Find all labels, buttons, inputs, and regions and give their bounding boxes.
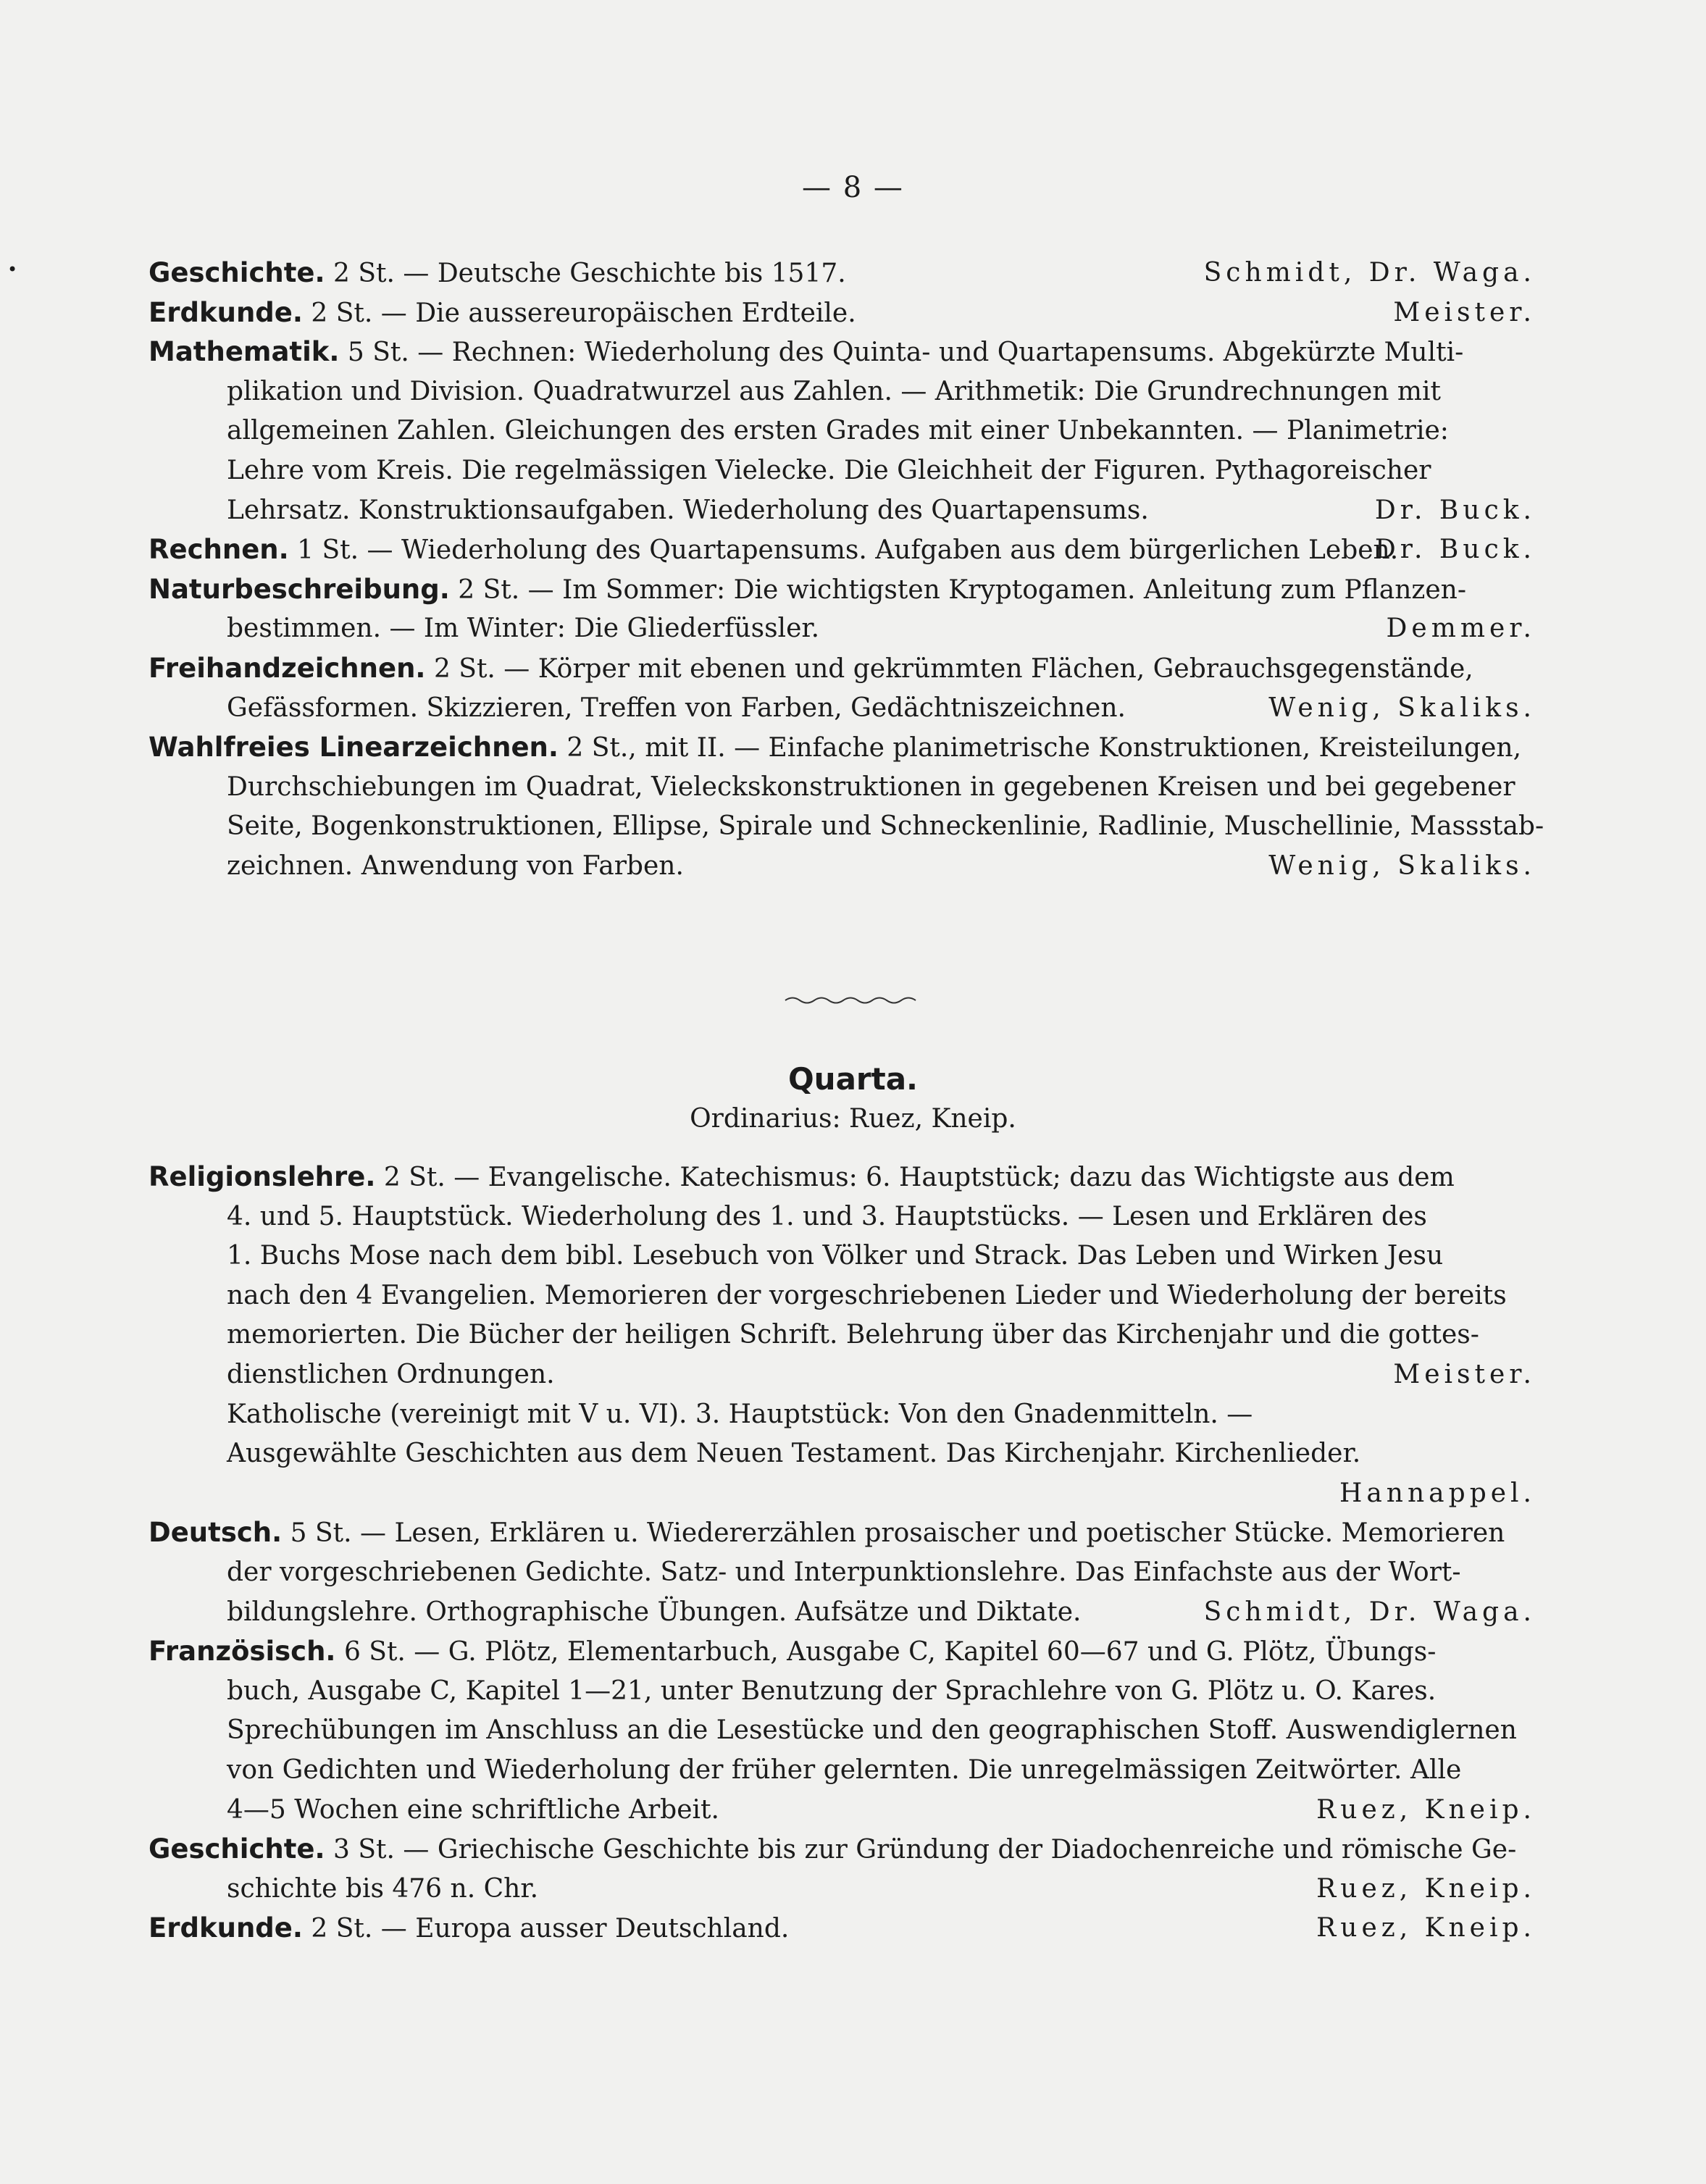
entry-line	[149, 1355, 1550, 1395]
entry-line	[149, 1197, 1550, 1237]
line-text: 5 St. — Lesen, Erklären u. Wiedererzählen prosaischer und poetischer Stücke. Memorieren	[290, 1518, 1505, 1549]
line-text: dienstlichen Ordnungen.	[227, 1359, 555, 1389]
ornament-divider	[784, 995, 921, 1005]
line-text: Katholische (vereinigt mit V u. VI). 3. Hauptstück: Von den Gnadenmitteln. —	[227, 1399, 1253, 1429]
subject-heading: Wahlfreies Linearzeichnen.	[149, 732, 559, 763]
line-text: 4—5 Wochen eine schriftliche Arbeit.	[227, 1794, 719, 1825]
entry-line	[149, 609, 1550, 649]
entry-line	[149, 332, 1550, 372]
teacher-name: Hannappel.	[1339, 1478, 1536, 1508]
line-text: 2 St. — Im Sommer: Die wichtigsten Kryptogamen. Anleitung zum Pflanzen-	[458, 574, 1467, 605]
subject-heading: Französisch.	[149, 1636, 336, 1668]
subject-heading: Freihandzeichnen.	[149, 652, 426, 684]
line-text: 2 St. — Europa ausser Deutschland.	[311, 1914, 790, 1944]
subject-entry	[149, 1830, 1550, 1909]
subject-heading: Erdkunde.	[149, 296, 303, 328]
subject-heading: Religionslehre.	[149, 1161, 376, 1192]
teacher-name: Ruez, Kneip.	[1316, 1794, 1536, 1825]
line-text: plikation und Division. Quadratwurzel aus Zahlen. — Arithmetik: Die Grundrechnungen mit	[227, 376, 1442, 406]
entry-line	[149, 1395, 1550, 1435]
entry-line	[149, 1513, 1550, 1553]
subject-entry	[149, 254, 1550, 293]
line-text: von Gedichten und Wiederholung der früher gelernten. Die unregelmässigen Zeitwörter. Alle	[227, 1754, 1462, 1785]
teacher-name: Schmidt, Dr. Waga.	[1203, 1597, 1536, 1627]
line-text: Lehrsatz. Konstruktionsaufgaben. Wiederholung des Quartapensums.	[227, 495, 1149, 525]
margin-dot: •	[7, 259, 18, 280]
entry-line	[149, 1237, 1550, 1276]
entry-line	[149, 491, 1550, 531]
line-text: 2 St. — Evangelische. Katechismus: 6. Hauptstück; dazu das Wichtigste aus dem	[383, 1163, 1455, 1192]
entry-line	[149, 530, 1550, 570]
subject-heading: Mathematik.	[149, 336, 340, 368]
line-text: 2 St., mit II. — Einfache planimetrische Konstruktionen, Kreisteilungen,	[566, 733, 1522, 763]
line-text: nach den 4 Evangelien. Memorieren der vorgeschriebenen Lieder und Wiederholung der bereits	[227, 1280, 1507, 1310]
line-text: Gefässformen. Skizzieren, Treffen von Farben, Gedächtniszeichnen.	[227, 693, 1126, 723]
line-text: 2 St. — Deutsche Geschichte bis 1517.	[333, 259, 846, 288]
section-ordinarius: Ordinarius: Ruez, Kneip.	[690, 1104, 1016, 1134]
line-text: bestimmen. — Im Winter: Die Gliederfüssler.	[227, 614, 820, 644]
teacher-name: Wenig, Skaliks.	[1268, 693, 1536, 723]
line-text: memorierten. Die Bücher der heiligen Schrift. Belehrung über das Kirchenjahr und die gottes-	[227, 1320, 1479, 1350]
line-text: 1 St. — Wiederholung des Quartapensums. Aufgaben aus dem bürgerlichen Leben.	[297, 535, 1399, 566]
line-text: 2 St. — Die aussereuropäischen Erdteile.	[311, 298, 856, 328]
entry-line	[149, 1632, 1550, 1672]
line-text: 2 St. — Körper mit ebenen und gekrümmten Flächen, Gebrauchsgegenstände,	[433, 653, 1473, 684]
entry-line	[149, 1434, 1550, 1474]
entry-line	[149, 1553, 1550, 1593]
teacher-name: Dr. Buck.	[1374, 535, 1536, 565]
entry-line	[149, 372, 1550, 412]
teacher-name: Ruez, Kneip.	[1316, 1873, 1536, 1904]
quarta-curriculum	[149, 1158, 1550, 1949]
section-title: Quarta.	[787, 1061, 919, 1097]
line-text: Ausgewählte Geschichten aus dem Neuen Testament. Das Kirchenjahr. Kirchenlieder.	[227, 1439, 1361, 1469]
subject-entry	[149, 728, 1550, 886]
subject-entry	[149, 570, 1550, 649]
teacher-name: Schmidt, Dr. Waga.	[1203, 258, 1536, 288]
entry-line	[149, 1158, 1550, 1197]
entry-line	[149, 1751, 1550, 1791]
entry-line	[149, 768, 1550, 808]
line-text: allgemeinen Zahlen. Gleichungen des ersten Grades mit einer Unbekannten. — Planimetrie:	[227, 416, 1449, 446]
subject-entry	[149, 1395, 1550, 1514]
entry-line	[149, 649, 1550, 689]
line-text: buch, Ausgabe C, Kapitel 1—21, unter Benutzung der Sprachlehre von G. Plötz u. O. Kares.	[227, 1675, 1437, 1706]
entry-line	[149, 1315, 1550, 1355]
line-text: Seite, Bogenkonstruktionen, Ellipse, Spirale und Schneckenlinie, Radlinie, Muschellinie, Massstab-	[227, 811, 1544, 842]
entry-line	[149, 570, 1550, 610]
subject-entry	[149, 649, 1550, 728]
line-text: 1. Buchs Mose nach dem bibl. Lesebuch von Völker und Strack. Das Leben und Wirken Jesu	[227, 1241, 1444, 1271]
teacher-name: Wenig, Skaliks.	[1268, 850, 1536, 881]
line-text: der vorgeschriebenen Gedichte. Satz- und Interpunktionslehre. Das Einfachste aus der Wort-	[227, 1557, 1461, 1587]
line-text: Lehre vom Kreis. Die regelmässigen Vielecke. Die Gleichheit der Figuren. Pythagoreischer	[227, 455, 1431, 485]
teacher-name: Meister.	[1393, 1360, 1536, 1389]
subject-heading: Erdkunde.	[149, 1912, 303, 1944]
subject-heading: Geschichte.	[149, 1833, 325, 1865]
line-text: Durchschiebungen im Quadrat, Vieleckskonstruktionen in gegebenen Kreisen und bei gegebener	[227, 771, 1515, 802]
subject-entry	[149, 1909, 1550, 1949]
line-text: zeichnen. Anwendung von Farben.	[227, 850, 684, 881]
entry-line	[149, 1276, 1550, 1316]
teacher-name: Meister.	[1393, 297, 1536, 327]
subject-heading: Naturbeschreibung.	[149, 573, 450, 605]
teacher-name: Dr. Buck.	[1374, 495, 1536, 525]
subject-entry	[149, 1513, 1550, 1632]
line-text: 3 St. — Griechische Geschichte bis zur Gründung der Diadochenreiche und römische Ge-	[333, 1835, 1517, 1865]
subject-entry	[149, 1158, 1550, 1395]
subject-heading: Geschichte.	[149, 257, 325, 288]
line-text: Sprechübungen im Anschluss an die Lesestücke und den geographischen Stoff. Auswendiglernen	[227, 1715, 1517, 1746]
entry-line	[149, 1672, 1550, 1712]
entry-line	[149, 807, 1550, 847]
quinta-curriculum	[149, 254, 1550, 887]
line-text: 4. und 5. Hauptstück. Wiederholung des 1. und 3. Hauptstücks. — Lesen und Erklären des	[227, 1201, 1427, 1231]
entry-line	[149, 451, 1550, 491]
line-text: 5 St. — Rechnen: Wiederholung des Quinta- und Quartapensums. Abgekürzte Multi-	[347, 338, 1464, 368]
page-number: — 8 —	[802, 171, 904, 204]
subject-entry	[149, 293, 1550, 333]
entry-line	[149, 293, 1550, 333]
subject-entry	[149, 332, 1550, 530]
entry-line	[149, 728, 1550, 768]
teacher-name: Demmer.	[1386, 614, 1536, 644]
subject-heading: Rechnen.	[149, 534, 289, 566]
line-text: bildungslehre. Orthographische Übungen. Aufsätze und Diktate.	[227, 1597, 1082, 1627]
line-text: 6 St. — G. Plötz, Elementarbuch, Ausgabe C, Kapitel 60—67 und G. Plötz, Übungs-	[343, 1637, 1437, 1668]
teacher-name: Ruez, Kneip.	[1316, 1913, 1536, 1944]
entry-line	[149, 1830, 1550, 1870]
subject-entry	[149, 530, 1550, 570]
entry-line	[149, 1711, 1550, 1751]
entry-line	[149, 411, 1550, 451]
subject-heading: Deutsch.	[149, 1517, 283, 1549]
subject-entry	[149, 1632, 1550, 1830]
line-text: schichte bis 476 n. Chr.	[227, 1873, 539, 1904]
